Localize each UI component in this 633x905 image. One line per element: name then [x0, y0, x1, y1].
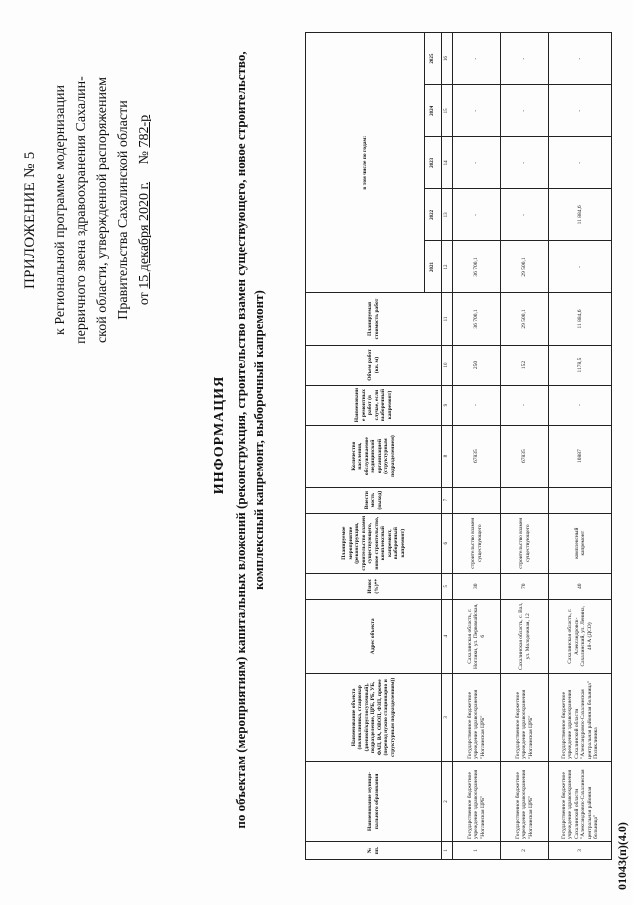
table-row — [453, 33, 501, 860]
approval-number-sign: № — [137, 151, 152, 165]
cell-object: Государственное бюджетное учреждение здравоохранения Сахалинской области "Александровск-Сахалинская центральная районная больница" Поликлиника — [549, 673, 612, 761]
header-years-group: в том числе по годам: — [306, 33, 425, 293]
header-capacity: Вместимость (выход) — [306, 487, 442, 513]
approval-date-line — [134, 45, 155, 375]
approval-number: 782-р — [137, 114, 152, 148]
cell-num: 2 — [501, 841, 549, 859]
cell-address: Сахалинская область, с. Вал, ул. Молодежная, 12 — [501, 599, 549, 673]
cell-2025: - — [501, 33, 549, 85]
cell-repair-name: - — [501, 385, 549, 425]
cell-wear: 30 — [453, 573, 501, 599]
year-2025: 2025 — [425, 33, 442, 85]
col-number: 7 — [442, 487, 453, 513]
ledger-code: 01043(п)(4.0) — [615, 822, 629, 890]
cell-2022: - — [501, 189, 549, 241]
cell-wear: 70 — [501, 573, 549, 599]
column-numbers-row — [442, 33, 453, 860]
approval-line-4: Правительства Сахалинской области — [116, 100, 131, 320]
cell-2024: - — [453, 85, 501, 137]
header-population: Количество населения, обслуживаемое медицинской организацией (структурным подразделением) — [306, 425, 442, 487]
approval-block — [50, 45, 155, 375]
cell-num: 3 — [549, 841, 612, 859]
col-number: 15 — [442, 85, 453, 137]
cell-volume: 250 — [453, 345, 501, 385]
cell-2021: 29 500,1 — [501, 241, 549, 293]
year-2024: 2024 — [425, 85, 442, 137]
cell-address: Сахалинская область, г. Ноглики, ул. Первомайская, 6 — [453, 599, 501, 673]
col-number: 14 — [442, 137, 453, 189]
cell-wear: 40 — [549, 573, 612, 599]
cell-volume: 152 — [501, 345, 549, 385]
cell-2023: - — [501, 137, 549, 189]
cell-capacity — [453, 487, 501, 513]
header-address: Адрес объекта — [306, 599, 442, 673]
header-repair-name: Наименование ремонтных работ (в случае, если выборочный капремонт) — [306, 385, 442, 425]
appendix-title: ПРИЛОЖЕНИЕ № 5 — [22, 151, 38, 289]
cell-cost: 29 500,1 — [501, 293, 549, 345]
cell-num: 1 — [453, 841, 501, 859]
cell-repair-name: - — [453, 385, 501, 425]
approval-line-3: ской области, утвержденной распоряжением — [95, 76, 110, 344]
col-number: 16 — [442, 33, 453, 85]
document-title: ИНФОРМАЦИЯ — [212, 375, 227, 495]
cell-population: 67835 — [453, 425, 501, 487]
cell-2022: 11 884,6 — [549, 189, 612, 241]
year-2021: 2021 — [425, 241, 442, 293]
cell-population: 10887 — [549, 425, 612, 487]
year-2023: 2023 — [425, 137, 442, 189]
cell-2022: - — [453, 189, 501, 241]
cell-2023: - — [549, 137, 612, 189]
col-number: 6 — [442, 513, 453, 573]
header-row — [306, 33, 425, 860]
header-municipality: Наименование муници-пального образования — [306, 761, 442, 841]
cell-municipality: Государственное бюджетное учреждение здравоохранения Сахалинской области "Александровск-Сахалинская центральная районная больница" — [549, 761, 612, 841]
header-volume: Объем работ (кв. м) — [306, 345, 442, 385]
cell-municipality: Государственное бюджетное учреждение здравоохранения "Ноглинская ЦРБ" — [501, 761, 549, 841]
header-event: Планируемое мероприятие (реконструкция, строительство взамен существующего, новое строительство, комплексный капремонт, выборочный капремонт) — [306, 513, 442, 573]
cell-2021: - — [549, 241, 612, 293]
cell-2025: - — [549, 33, 612, 85]
col-number: 10 — [442, 345, 453, 385]
header-wear: Износ (%)** — [306, 573, 442, 599]
approval-line-1: к Региональной программе модернизации — [53, 85, 68, 335]
table-row — [549, 33, 612, 860]
cell-object: Государственное бюджетное учреждение здравоохранения "Ноглинская ЦРБ" — [501, 673, 549, 761]
header-num: № пп. — [306, 841, 442, 859]
cell-2021: 36 700,1 — [453, 241, 501, 293]
col-number: 8 — [442, 425, 453, 487]
cell-cost: 36 700,1 — [453, 293, 501, 345]
col-number: 4 — [442, 599, 453, 673]
col-number: 2 — [442, 761, 453, 841]
col-number: 12 — [442, 241, 453, 293]
cell-2024: - — [501, 85, 549, 137]
cell-capacity — [549, 487, 612, 513]
year-2022: 2022 — [425, 189, 442, 241]
col-number: 13 — [442, 189, 453, 241]
cell-2024: - — [549, 85, 612, 137]
col-number: 3 — [442, 673, 453, 761]
cell-object: Государственное бюджетное учреждение здравоохранения "Ноглинская ЦРБ" — [453, 673, 501, 761]
cell-event: строительство взамен существующего — [453, 513, 501, 573]
header-cost: Планируемая стоимость работ — [306, 293, 442, 345]
cell-2023: - — [453, 137, 501, 189]
capital-investment-table — [305, 32, 612, 860]
document-subtitle: по объектам (мероприятиям) капитальных вложений (реконструкция, строительство взамен существующего, новое строительство, комплексный капремонт, выборочный капремонт) — [233, 51, 266, 829]
cell-volume: 1178,5 — [549, 345, 612, 385]
table-row — [501, 33, 549, 860]
header-object: Наименование объекта (поликлиника, стационар (дневной/круглосуточный), подразделение, ЦРБ, РБ, УБ, ФАП, ВА, ОВОП, ФЗП, прочее (перевод нужно стационарно и структурным подразделениям)) — [306, 673, 442, 761]
cell-event: комплексный капремонт — [549, 513, 612, 573]
cell-cost: 11 884,6 — [549, 293, 612, 345]
approval-date: 15 декабря 2020 г. — [137, 181, 152, 289]
cell-address: Сахалинская область, г. Александровск-Сахалинский, ул. Ленина, 48-А (ДСО) — [549, 599, 612, 673]
cell-capacity — [501, 487, 549, 513]
approval-line-2: первичного звена здравоохранения Сахалин- — [74, 76, 89, 344]
cell-repair-name: - — [549, 385, 612, 425]
cell-event: строительство взамен существующего — [501, 513, 549, 573]
cell-population: 67835 — [501, 425, 549, 487]
col-number: 9 — [442, 385, 453, 425]
cell-municipality: Государственное бюджетное учреждение здравоохранения "Ноглинская ЦРБ" — [453, 761, 501, 841]
col-number: 11 — [442, 293, 453, 345]
col-number: 1 — [442, 841, 453, 859]
col-number: 5 — [442, 573, 453, 599]
approval-from: от — [137, 292, 152, 306]
cell-2025: - — [453, 33, 501, 85]
